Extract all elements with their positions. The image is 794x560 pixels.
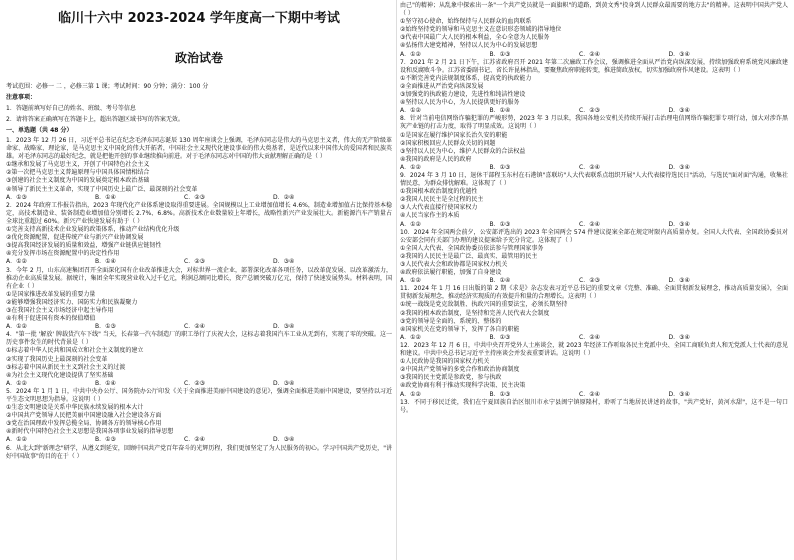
answer-choice-a[interactable]: A．①③ bbox=[6, 193, 27, 201]
answer-choice-d[interactable]: D．③④ bbox=[668, 333, 690, 341]
answer-choice-c[interactable]: C．②④ bbox=[579, 333, 600, 341]
statement-option: ④政府依法履行职能，加强了自身建设 bbox=[400, 269, 502, 277]
question-stem: 1．2023 年 12 月 26 日，习近平总书记在纪念毛泽东同志诞辰 130 周年座谈会上强调，毛泽东同志是伟大的马克思主义者，伟大的无产阶级革命家、战略家、理论家，是马克思主义中国化的伟大开拓者，中国社会主义现代化建设事业的伟大奠基者，是近代以来中国伟大的爱国者和民族英雄。对毛泽东同志的最好纪念，就是把他开创的事业继续推向前进。对于毛泽东同志对中国的伟大贡献理解正确的是（ ） bbox=[6, 137, 392, 161]
statement-option: ①标志着中华人民共和国成立和社会主义制度的建立 bbox=[6, 347, 144, 355]
question-stem: 12．2023 年 12 月 6 日，中共中央召开党外人士座谈会，就 2023 年经济工作听取各民主党派中央、全国工商联负责人和无党派人士代表的意见和建议。中共中央总书记习近平主持座谈会并发表重要讲话。这说明（ ） bbox=[400, 341, 788, 358]
right-questions bbox=[400, 2, 788, 415]
statement-option: ③在我国社会主义市场经济中起主导作用 bbox=[6, 306, 114, 314]
question-stem: 4．"第一批 '解放' 牌载货汽车下线" 当天，长春第一汽车制造厂的职工举行了庆祝大会，这标志着我国汽车工业从无到有，实现了零的突破。这一历史事件发生的时代背景是（ ） bbox=[6, 331, 392, 347]
statement-option: ①继承和发展了马克思主义，开创了中国特色社会主义 bbox=[6, 161, 150, 169]
answer-choice-d[interactable]: D．③④ bbox=[273, 323, 295, 331]
answer-choice-b[interactable]: B．①③ bbox=[489, 163, 511, 171]
statement-option: ①完善支持高新技术企业发展的政策体系，推动产业结构优化升级 bbox=[6, 226, 180, 234]
answer-choice-b[interactable]: B．①③ bbox=[489, 220, 511, 228]
answer-choices bbox=[6, 194, 392, 202]
statement-option: ②中国共产党领导人民把美丽中国建设融入社会建设各方面 bbox=[6, 412, 162, 420]
statement-option: ④人民当家作主的本质 bbox=[400, 212, 460, 220]
answer-choice-d[interactable]: D．②④ bbox=[273, 193, 295, 201]
statement-option: ④政党协商有利于推动实现科学决策、民主决策 bbox=[400, 382, 526, 390]
question-stem: 13．不同于移民迁徙，我们在宁夏回族自治区银川市永宁县闽宁镇原隆村，聆听了当地居民讲述的故事，"共产党好，黄河水甜"，这不是一句口号。 bbox=[400, 398, 788, 414]
answer-choice-c[interactable]: C．②④ bbox=[579, 163, 600, 171]
answer-choice-b[interactable]: B．①④ bbox=[95, 193, 116, 201]
statement-option: ③创建的社会主义制度为中国的发展奠定根本政治基础 bbox=[6, 177, 150, 185]
answer-choice-a[interactable]: A．①② bbox=[6, 323, 27, 331]
answer-choice-b[interactable]: B．①③ bbox=[489, 390, 511, 398]
answer-choice-a[interactable]: A．①② bbox=[400, 220, 421, 228]
statement-option: ③我国的民主党派是参政党，参与执政 bbox=[400, 374, 502, 382]
answer-choice-b[interactable]: B．①④ bbox=[489, 107, 511, 115]
statement-option: ③坚持以人民为中心，维护人民群众的合法权益 bbox=[400, 147, 526, 155]
answer-choice-b[interactable]: B．①④ bbox=[95, 379, 116, 387]
question-stem: 11．2024 年 1 月 16 日出版的第 2 期《求是》杂志发表习近平总书记的重要文章《完整、准确、全面贯彻新发展理念，推动高质量发展》，全面贯彻新发展理念，推动经济实现质的有效提升和量的合理增长。这表明（ ） bbox=[400, 285, 788, 301]
answer-choice-d[interactable]: D．③④ bbox=[273, 258, 295, 266]
statement-option: ①人民政协是我国的国家权力机关 bbox=[400, 358, 490, 366]
answer-choices bbox=[400, 334, 788, 342]
statement-option: ③党的领导是全面的、系统的、整体的 bbox=[400, 317, 502, 325]
left-column bbox=[6, 0, 392, 461]
statement-option: ②优化资源配置，促进传统产业与新兴产业协调发展 bbox=[6, 234, 144, 242]
statement-option: ③加强党的执政能力建设，先进性和纯洁性建设 bbox=[400, 91, 526, 99]
statement-option: ④领导了新民主主义革命，实现了中国历史上最广泛、最深刻的社会变革 bbox=[6, 185, 198, 193]
statement-option: ②始终坚持党的领导和马克思主义在意识形态领域的指导地位 bbox=[400, 26, 562, 34]
left-questions bbox=[6, 137, 392, 461]
answer-choice-a[interactable]: A．①② bbox=[6, 379, 27, 387]
statement-option: ①不断完善党内法规制度体系，提高党的执政能力 bbox=[400, 74, 532, 82]
answer-choice-d[interactable]: D．③④ bbox=[668, 390, 690, 398]
note-2: 2．请将答案正确填写在答题卡上，超出答题区域书写的答案无效。 bbox=[6, 116, 184, 123]
question-stem: 2．2024 年政府工作报告指出，2023 年现代化产业体系建设取得重要进展。全国规模以上工业增加值增长 4.6%，制造业增加值占比保持基本稳定，高技术制造业、装备制造业增加值分别增长 2.7%、6.8%。高新技术企业数量较上年增长，战略性新兴产业发展壮大。新能源汽车产销量占全球比重超过 60%。新兴产业快速发展有助于（ ） bbox=[6, 201, 392, 225]
answer-choice-c[interactable]: C．②④ bbox=[579, 390, 600, 398]
right-column bbox=[400, 0, 788, 415]
statement-option: ①我国根本政治制度的优越性 bbox=[400, 188, 478, 196]
answer-choice-b[interactable]: B．①③ bbox=[489, 50, 511, 58]
statement-option: ②我国的人民民主是最广泛、最真实、最管用的民主 bbox=[400, 252, 538, 260]
answer-choice-b[interactable]: B．①④ bbox=[489, 277, 511, 285]
answer-choice-d[interactable]: D．③④ bbox=[668, 163, 690, 171]
answer-choice-b[interactable]: B．①③ bbox=[95, 323, 116, 331]
answer-choice-c[interactable]: C．②④ bbox=[184, 436, 205, 444]
answer-choice-b[interactable]: B．①④ bbox=[95, 258, 116, 266]
answer-choices bbox=[400, 51, 788, 59]
answer-choice-d[interactable]: D．③④ bbox=[668, 220, 690, 228]
note-1: 1．答题前填写好自己的姓名、班级、考号等信息 bbox=[6, 105, 136, 112]
answer-choice-b[interactable]: B．①③ bbox=[95, 436, 116, 444]
answer-choice-a[interactable]: A．①② bbox=[400, 107, 421, 115]
statement-option: ③标志着中国从新民主主义到社会主义的过渡 bbox=[6, 363, 126, 371]
statement-option: ②第一次把马克思主义普遍原理与中国具体国情相结合 bbox=[6, 169, 150, 177]
answer-choice-d[interactable]: D．③④ bbox=[668, 277, 690, 285]
question-stem: 9．2024 年 3 月 10 日，退休干部程玉东村在石港镇"喜联坊"人大代表联系点组织开展"人大代表接待选民日"活动，与选民"面对面"沟通，收集社情民意，为群众排忧解难。这体现了（ ） bbox=[400, 171, 788, 188]
exam-title: 临川十六中 2023-2024 学年度高一下期中考试 bbox=[58, 11, 340, 26]
question-stem: 5．2024 年 1 月 1 日，中共中央办公厅、国务院办公厅印发《关于全面推进美丽中国建设的意见》，强调全面推进美丽中国建设，要坚持以习近平生态文明思想为指导。这说明（ ） bbox=[6, 387, 392, 403]
answer-choice-a[interactable]: A．①② bbox=[400, 333, 421, 341]
statement-option: ④充分发挥市场在资源配置中的决定性作用 bbox=[6, 250, 120, 258]
answer-choices bbox=[400, 164, 788, 172]
answer-choice-a[interactable]: A．①② bbox=[6, 258, 27, 266]
statement-option: ④坚持以人民为中心，为人民提供更好的服务 bbox=[400, 99, 520, 107]
answer-choice-c[interactable]: C．②③ bbox=[579, 107, 600, 115]
answer-choice-a[interactable]: A．①② bbox=[400, 50, 421, 58]
answer-choices bbox=[6, 380, 392, 388]
statement-option: ②国家积极回应人民群众关切的问题 bbox=[400, 139, 496, 147]
question-stem: 由己"的精神；从乱象中探索出一条"一个共产党员就是一面旗帜"的道路，到黄文秀"投身到人民群众最需要的地方去"的精神。这表明中国共产党人（ ） bbox=[400, 2, 788, 18]
answer-choices bbox=[6, 258, 392, 266]
answer-choice-a[interactable]: A．①② bbox=[400, 277, 421, 285]
answer-choice-d[interactable]: D．③④ bbox=[273, 379, 295, 387]
statement-option: ②我国的根本政治制度，是坚持和完善人民代表大会制度 bbox=[400, 309, 550, 317]
statement-option: ④弘扬伟大建党精神，坚持以人民为中心的发展思想 bbox=[400, 42, 538, 50]
question-stem: 7．2021 年 2 月 21 日下午，江苏省政府召开 2021 年第二次廉政工作会议，强调推进全面从严治党向纵深发展，持续加强政府系统党风廉政建设和反腐败斗争。江苏省委副书记、省长许昆林指出，要聚焦政府职能转变，推进简政放权，切实加强政府作风建设。这表明（ ） bbox=[400, 58, 788, 74]
statement-option: ①全国人大代表、全国政协委员依法参与管理国家事务 bbox=[400, 244, 544, 252]
statement-option: ①统一战线是党克敌制胜、执政兴国的重要法宝，必须长期坚持 bbox=[400, 301, 568, 309]
exam-subtitle: 政治试卷 bbox=[174, 51, 223, 65]
section-heading: 一、单选题（共 48 分） bbox=[6, 127, 73, 134]
answer-choice-d[interactable]: D．③④ bbox=[273, 436, 295, 444]
column-divider bbox=[396, 0, 397, 560]
answer-choices bbox=[400, 221, 788, 229]
statement-option: ②实现了我国历史上最深刻的社会变革 bbox=[6, 355, 108, 363]
statement-option: ③提高我国经济发展的质量和效益，增强产业链供应链韧性 bbox=[6, 242, 162, 250]
answer-choices bbox=[400, 391, 788, 399]
answer-choices bbox=[6, 436, 392, 444]
answer-choice-c[interactable]: C．②④ bbox=[184, 323, 205, 331]
answer-choice-a[interactable]: A．①② bbox=[400, 390, 421, 398]
statement-option: ④为社会主义现代化建设提供了坚实基础 bbox=[6, 371, 114, 379]
answer-choice-c[interactable]: C．②③ bbox=[184, 258, 205, 266]
answer-choice-c[interactable]: C．②④ bbox=[579, 220, 600, 228]
statement-option: ②全面推进从严治党向纵深发展 bbox=[400, 82, 484, 90]
statement-option: ②能够增强我国经济实力、国防实力和民族凝聚力 bbox=[6, 298, 138, 306]
answer-choice-c[interactable]: C．②③ bbox=[579, 277, 600, 285]
statement-option: ①生态文明建设是关系中华民族永续发展的根本大计 bbox=[6, 404, 144, 412]
answer-choice-a[interactable]: A．①② bbox=[400, 163, 421, 171]
statement-option: ④有利于促进国有资本的保值增值 bbox=[6, 315, 96, 323]
statement-option: ③人民代表大会和政协都是国家权力机关 bbox=[400, 261, 508, 268]
question-stem: 6．从北大到"新理念"研学，从遵义到延安，回顾中国共产党百年奋斗的光辉历程，我们更加坚定了为人民服务的初心。学习中国共产党历史，"讲好中国故事"的目的在于（ ） bbox=[6, 444, 392, 460]
statement-option: ①坚守初心使命，始终保持与人民群众的血肉联系 bbox=[400, 18, 532, 26]
notes-title: 注意事项： bbox=[6, 94, 37, 101]
question-stem: 10．2024 年全国两会前夕，公安部评选出的 2023 年全国两会 574 件建议提案全部在规定时限内高质量办复。全国人大代表、全国政协委员对公安部会同有关部门办理的建议提案给予充分肯定。这体现了（ ） bbox=[400, 228, 788, 244]
statement-option: ②我国人民民主是全过程的民主 bbox=[400, 196, 484, 204]
answer-choice-c[interactable]: C．②④ bbox=[579, 50, 600, 58]
answer-choice-a[interactable]: A．①② bbox=[6, 436, 27, 444]
statement-option: ②中国共产党领导的多党合作和政治协商制度 bbox=[400, 366, 520, 374]
statement-option: ③代表中国最广大人民的根本利益，全心全意为人民服务 bbox=[400, 34, 550, 42]
statement-option: ④国家机关在党的领导下，发挥了各自的职能 bbox=[400, 325, 520, 333]
answer-choice-b[interactable]: B．①③ bbox=[489, 333, 511, 341]
statement-option: ④我国的政府是人民的政府 bbox=[400, 155, 472, 163]
question-stem: 8．针对当前电信网络诈骗犯罪的严峻形势，2023 年 3 月以来，我国各地公安机关持续开展打击治理电信网络诈骗犯罪专项行动，加大对涉诈黑灰产业链的打击力度，取得了明显成效。这说明（ ） bbox=[400, 115, 788, 131]
answer-choice-c[interactable]: C．②③ bbox=[184, 193, 205, 201]
statement-option: ③人大代表直接行使国家权力 bbox=[400, 204, 478, 212]
statement-option: ③党在治国理政中发挥总揽全局、协调各方的领导核心作用 bbox=[6, 420, 162, 428]
answer-choice-d[interactable]: D．③④ bbox=[668, 107, 690, 115]
statement-option: ①是国家在履行维护国家长治久安的职能 bbox=[400, 131, 508, 139]
exam-info: 考试范围：必修一 二 ，必修三第 1 课；考试时间：90 分钟；满分：100 分 bbox=[6, 83, 209, 90]
answer-choice-c[interactable]: C．②③ bbox=[184, 379, 205, 387]
statement-option: ④新时代中国特色社会主义思想是我国各项事业发展的指导思想 bbox=[6, 428, 174, 436]
answer-choice-d[interactable]: D．③④ bbox=[668, 50, 690, 58]
question-stem: 3．今年 2 月，山东高速集团召开全面深化国有企业改革推进大会，对标世界一流企业，部署深化改革各项任务，以改革促发展、以改革激活力，推动企业高质量发展。据统计，集团全年实现营业收入过千亿元，利润总额同比增长，资产总额突破万亿元，保持了快速发展势头。材料表明，国有企业（ ） bbox=[6, 266, 392, 290]
statement-option: ①是国家推进改革发展的重要力量 bbox=[6, 290, 96, 298]
